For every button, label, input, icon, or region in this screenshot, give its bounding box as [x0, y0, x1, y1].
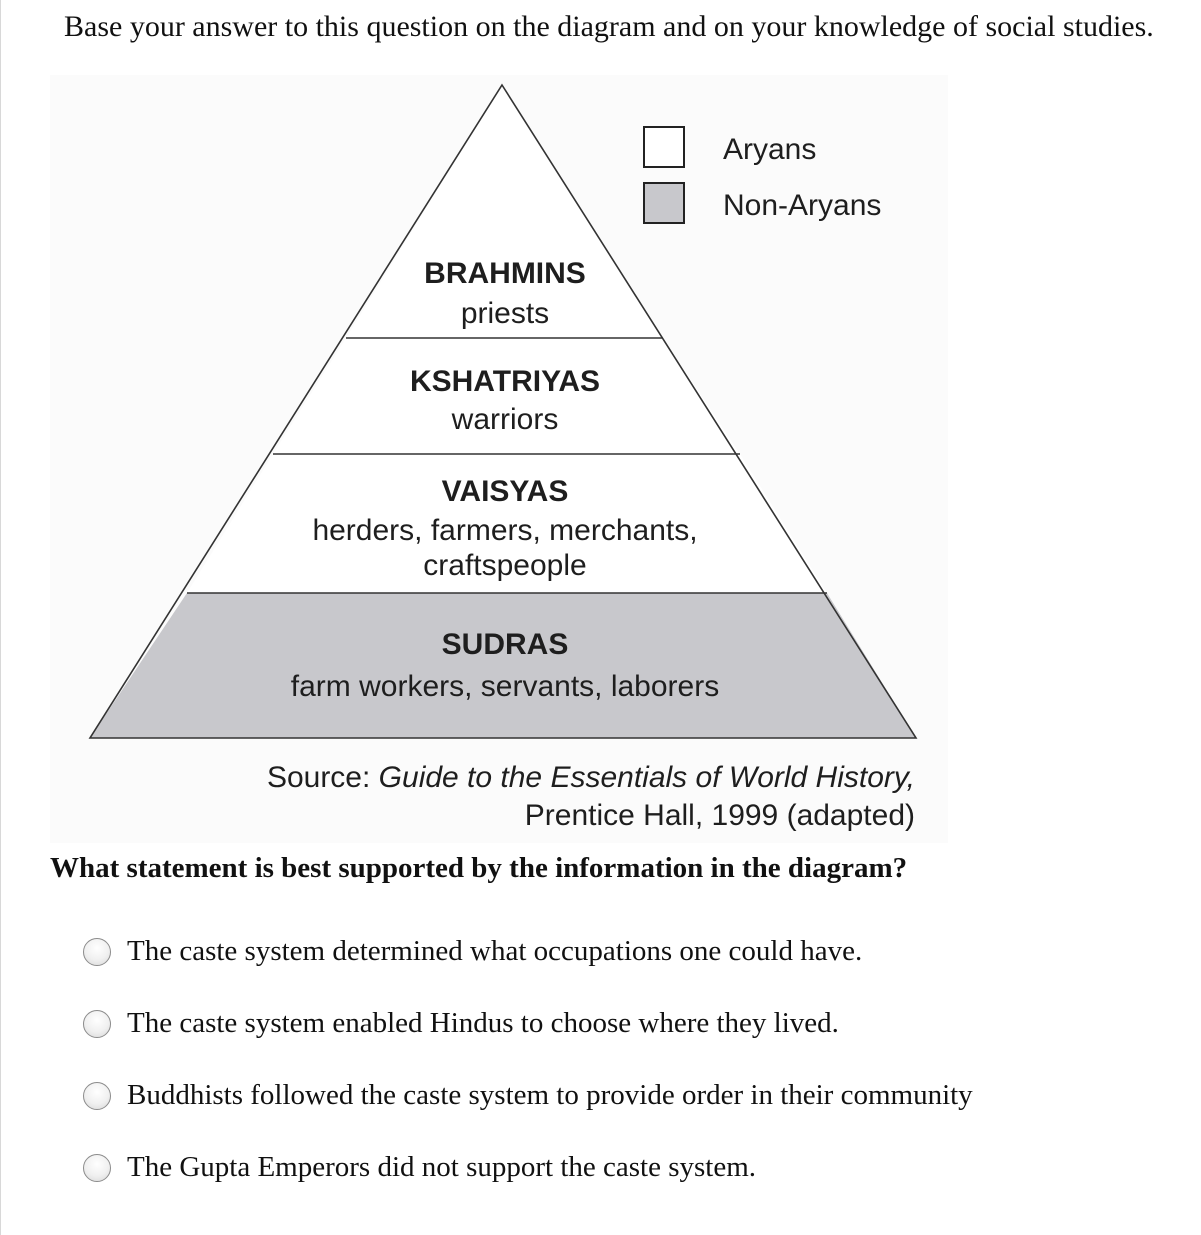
- caste-pyramid-diagram: [50, 75, 948, 843]
- answer-option-4[interactable]: [83, 1151, 756, 1184]
- legend-label-non-aryans: Non-Aryans: [723, 189, 882, 222]
- source-title: Guide to the Essentials of World History,: [378, 761, 915, 794]
- question-text: What statement is best supported by the information in the diagram?: [50, 852, 908, 884]
- tier-role-sudras: farm workers, servants, laborers: [290, 670, 720, 703]
- answer-option-2-text: The caste system enabled Hindus to choose where they lived.: [127, 1007, 839, 1039]
- answer-option-1[interactable]: [83, 935, 862, 968]
- answer-option-4-text: The Gupta Emperors did not support the caste system.: [127, 1151, 757, 1183]
- tier-label-sudras: SUDRAS: [441, 628, 569, 661]
- pyramid-svg: [50, 75, 948, 843]
- radio-button-1[interactable]: [83, 938, 111, 966]
- source-line-1: [267, 761, 915, 794]
- tier-label-kshatriyas: KSHATRIYAS: [409, 365, 601, 398]
- tier-label-vaisyas: VAISYAS: [441, 475, 569, 508]
- legend-swatch-aryans: [644, 127, 684, 167]
- answer-option-1-text: The caste system determined what occupations one could have.: [127, 935, 863, 967]
- tier-role-vaisyas-line1: herders, farmers, merchants,: [312, 514, 698, 547]
- tier-role-brahmins: priests: [460, 297, 550, 330]
- legend-swatch-non-aryans: [644, 183, 684, 223]
- page-left-border: [0, 0, 1, 1235]
- radio-button-3[interactable]: [83, 1082, 111, 1110]
- tier-label-brahmins: BRAHMINS: [424, 257, 586, 290]
- tier-role-kshatriyas: warriors: [451, 403, 559, 436]
- radio-button-4[interactable]: [83, 1154, 111, 1182]
- answer-option-3-text: Buddhists followed the caste system to provide order in their community: [127, 1079, 973, 1111]
- tier-role-vaisyas-line2: craftspeople: [423, 549, 587, 582]
- instructions-text: Base your answer to this question on the diagram and on your knowledge of social studies.: [64, 10, 1154, 43]
- tier-shape-sudras: [90, 593, 916, 738]
- answer-option-3[interactable]: [83, 1079, 973, 1112]
- source-line-2: Prentice Hall, 1999 (adapted): [524, 799, 915, 832]
- legend-label-aryans: Aryans: [723, 133, 817, 166]
- radio-button-2[interactable]: [83, 1010, 111, 1038]
- source-prefix: Source:: [266, 761, 379, 794]
- answer-option-2[interactable]: [83, 1007, 839, 1040]
